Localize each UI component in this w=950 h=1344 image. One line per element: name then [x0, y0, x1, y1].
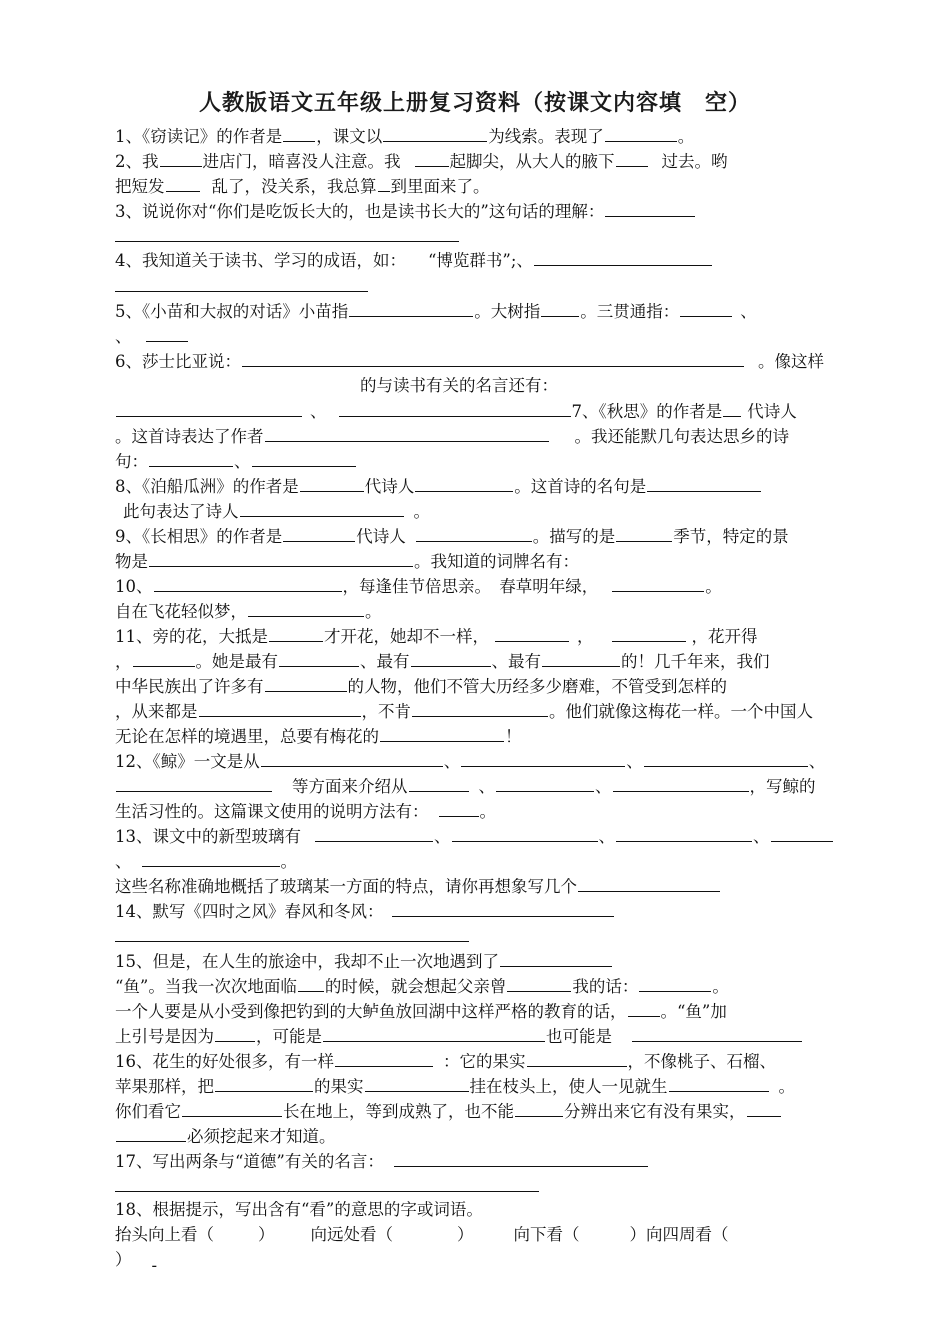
answer-blank[interactable] [339, 399, 571, 417]
answer-blank[interactable] [669, 1074, 769, 1092]
answer-blank[interactable] [380, 724, 504, 742]
question-2-line-1: 2、我 进店门，暗喜没人注意。我 起脚尖，从大人的腋下 过去。哟 [115, 149, 728, 174]
answer-blank[interactable] [680, 299, 732, 317]
question-16-line-2: 苹果那样，把 的果实 挂在枝头上，使人一见就生 。 [115, 1074, 795, 1099]
answer-blank[interactable] [142, 849, 280, 867]
answer-blank[interactable] [279, 649, 359, 667]
answer-blank[interactable] [252, 449, 356, 467]
answer-blank[interactable] [461, 749, 625, 767]
answer-blank[interactable] [315, 824, 433, 842]
answer-blank[interactable] [166, 174, 200, 192]
answer-blank[interactable] [452, 824, 598, 842]
answer-line[interactable] [115, 291, 368, 292]
question-18-line-1: 18、根据提示，写出含有“看”的意思的字或词语。 [115, 1200, 483, 1219]
answer-blank[interactable] [242, 349, 744, 367]
answer-blank[interactable] [644, 749, 808, 767]
question-14: 14、默写《四时之风》春风和冬风： [115, 899, 615, 924]
question-8-line-1: 8、《泊船瓜洲》的作者是 代诗人 。这首诗的名句是 [115, 474, 762, 499]
question-3: 3、说说你对“你们是吃饭长大的，也是读书长大的”这句话的理解： [115, 199, 696, 224]
question-6-line-1: 6、莎士比亚说： 。像这样 [115, 349, 824, 374]
answer-blank[interactable] [378, 174, 390, 192]
question-16-line-1: 16、花生的好处很多，有一样 ：它的果实 ，不像桃子、石榴、 [115, 1049, 776, 1074]
answer-blank[interactable] [527, 1049, 627, 1067]
question-16-line-3: 你们看它 长在地上，等到成熟了，也不能 分辨出来它有没有果实， [115, 1099, 782, 1124]
answer-blank[interactable] [269, 624, 323, 642]
answer-blank[interactable] [415, 149, 449, 167]
question-16-line-4: 必须挖起来才知道。 [115, 1124, 336, 1149]
answer-line[interactable] [115, 941, 469, 942]
answer-blank[interactable] [394, 1149, 648, 1167]
answer-blank[interactable] [542, 649, 620, 667]
answer-blank[interactable] [383, 124, 487, 142]
answer-blank[interactable] [605, 199, 695, 217]
answer-blank[interactable] [647, 474, 761, 492]
question-10-line-2: 自在飞花轻似梦， 。 [115, 599, 382, 624]
question-7-line-3: 句： 、 [115, 449, 357, 474]
answer-blank[interactable] [723, 399, 741, 417]
answer-blank[interactable] [154, 574, 342, 592]
answer-blank[interactable] [298, 974, 324, 992]
answer-blank[interactable] [416, 524, 532, 542]
question-10-line-1: 10、 ，每逢佳节倍思亲。 春草明年绿， 。 [115, 574, 722, 599]
answer-blank[interactable] [283, 524, 355, 542]
answer-blank[interactable] [628, 999, 660, 1017]
answer-line[interactable] [115, 1191, 539, 1192]
question-9-line-2: 物是 。我知道的词牌名有： [115, 549, 579, 574]
answer-blank[interactable] [215, 1074, 313, 1092]
answer-blank[interactable] [335, 1049, 433, 1067]
question-11-line-3: 中华民族出了许多有 的人物，他们不管大历经多少磨难，不管受到怎样的 [115, 674, 727, 699]
answer-blank[interactable] [182, 1099, 282, 1117]
answer-blank[interactable] [415, 474, 513, 492]
question-8-line-2: 此句表达了诗人 。 [115, 499, 430, 524]
answer-blank[interactable] [149, 549, 413, 567]
question-4: 4、我知道关于读书、学习的成语，如： “博览群书”;、 [115, 248, 713, 273]
answer-blank[interactable] [515, 1099, 563, 1117]
answer-blank[interactable] [507, 974, 571, 992]
answer-blank[interactable] [541, 299, 579, 317]
answer-blank[interactable] [412, 699, 548, 717]
question-18-line-3: ） - [115, 1250, 158, 1275]
answer-blank[interactable] [116, 399, 302, 417]
answer-blank[interactable] [639, 974, 711, 992]
answer-blank[interactable] [747, 1099, 781, 1117]
question-7-line-2: 。这首诗表达了作者 。我还能默几句表达思乡的诗 [115, 424, 789, 449]
question-11-line-2: ， 。她是最有 、最有 、最有 的！几千年来，我们 [115, 649, 770, 674]
answer-blank[interactable] [146, 324, 188, 342]
answer-blank[interactable] [215, 1024, 255, 1042]
question-12-line-1: 12、《鲸》一文是从 、 、 、 [115, 749, 825, 774]
answer-blank[interactable] [199, 699, 361, 717]
answer-blank[interactable] [149, 449, 233, 467]
page-title: 人教版语文五年级上册复习资料（按课文内容填 空） [198, 90, 751, 116]
question-15-line-2: “鱼”。当我一次次地面临 的时候，就会想起父亲曾 我的话： 。 [115, 974, 729, 999]
answer-blank[interactable] [578, 874, 720, 892]
question-11-line-4: ，从来都是 ，不肯 。他们就像这梅花一样。一个中国人 [115, 699, 813, 724]
answer-blank[interactable] [616, 149, 648, 167]
question-13-line-3: 这些名称准确地概括了玻璃某一方面的特点，请你再想象写几个 [115, 874, 721, 899]
answer-blank[interactable] [265, 674, 347, 692]
question-17: 17、写出两条与“道德”有关的名言： [115, 1149, 649, 1174]
answer-blank[interactable] [240, 499, 404, 517]
answer-blank[interactable] [613, 774, 749, 792]
question-5-line-1: 5、《小苗和大叔的对话》小苗指 。大树指 。三贯通指： 、 [115, 299, 757, 324]
question-7-line-1: 、 7、《秋思》的作者是 代诗人 [115, 399, 797, 424]
answer-blank[interactable] [248, 599, 364, 617]
question-9-line-1: 9、《长相思》的作者是 代诗人 。描写的是 季节，特定的景 [115, 524, 789, 549]
answer-blank[interactable] [160, 149, 202, 167]
answer-blank[interactable] [116, 1124, 186, 1142]
answer-blank[interactable] [771, 824, 833, 842]
answer-blank[interactable] [116, 774, 272, 792]
answer-line[interactable] [115, 241, 459, 242]
answer-blank[interactable] [500, 949, 612, 967]
answer-blank[interactable] [605, 124, 677, 142]
answer-blank[interactable] [133, 649, 195, 667]
question-12-line-3: 生活习性的。这篇课文使用的说明方法有： 。 [115, 799, 496, 824]
answer-blank[interactable] [365, 1074, 469, 1092]
question-6-line-2: 的与读书有关的名言还有： [360, 376, 558, 395]
question-11-line-5: 无论在怎样的境遇里，总要有梅花的 ！ [115, 724, 522, 749]
question-5-line-2: 、 [115, 324, 189, 349]
answer-blank[interactable] [323, 1024, 545, 1042]
answer-blank[interactable] [612, 574, 704, 592]
answer-blank[interactable] [612, 624, 686, 642]
question-18-line-2: 抬头向上看（ ） 向远处看（ ） 向下看（ ）向四周看（ [115, 1225, 729, 1244]
question-15-line-1: 15、但是，在人生的旅途中，我却不止一次地遇到了 [115, 949, 613, 974]
question-13-line-1: 13、课文中的新型玻璃有 、 、 、 [115, 824, 834, 849]
answer-blank[interactable] [261, 749, 443, 767]
question-13-line-2: 、 。 [115, 849, 297, 874]
question-11-line-1: 11、旁的花，大抵是 才开花，她却不一样， ， ，花开得 [115, 624, 758, 649]
answer-blank[interactable] [411, 649, 491, 667]
answer-blank[interactable] [409, 774, 469, 792]
question-2-line-2: 把短发 乱了，没关系，我总算 到里面来了。 [115, 174, 490, 199]
question-15-line-4: 上引号是因为 ，可能是 也可能是 [115, 1024, 803, 1049]
question-15-line-3: 一个人要是从小受到像把钓到的大鲈鱼放回湖中这样严格的教育的话， 。“鱼”加 [115, 999, 727, 1024]
answer-blank[interactable] [439, 799, 479, 817]
answer-blank[interactable] [534, 248, 712, 266]
answer-blank[interactable] [632, 1024, 802, 1042]
question-12-line-2: 等方面来介绍从 、 、 ，写鲸的 [115, 774, 816, 799]
answer-blank[interactable] [349, 299, 473, 317]
answer-blank[interactable] [495, 624, 569, 642]
answer-blank[interactable] [616, 524, 672, 542]
answer-blank[interactable] [300, 474, 364, 492]
answer-blank[interactable] [392, 899, 614, 917]
answer-blank[interactable] [496, 774, 594, 792]
question-1: 1、《窃读记》的作者是 ，课文以 为线索。表现了 。 [115, 124, 694, 149]
answer-blank[interactable] [283, 124, 315, 142]
answer-blank[interactable] [616, 824, 752, 842]
answer-blank[interactable] [265, 424, 549, 442]
